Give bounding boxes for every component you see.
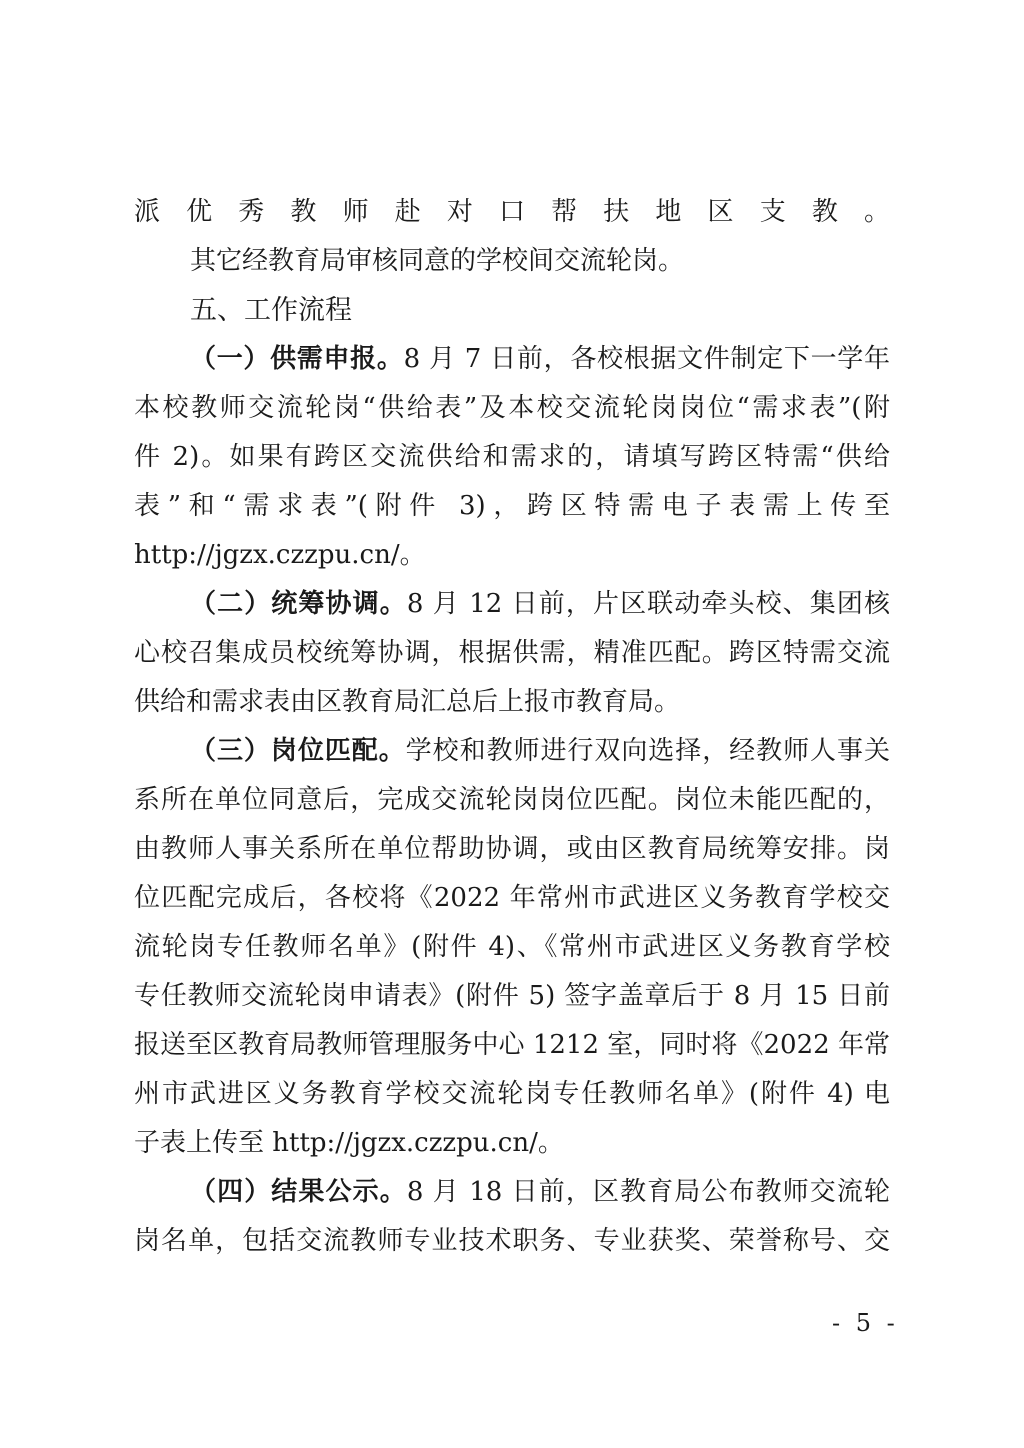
body-line-text: 岗名单，包括交流教师专业技术职务、专业获奖、荣誉称号、交 — [134, 1226, 890, 1256]
body-line-text: 表”和“需求表”(附件 3)，跨区特需电子表需上传至 — [134, 491, 890, 521]
body-line-text: 心校召集成员校统筹协调，根据供需，精准匹配。跨区特需交流 — [134, 638, 890, 668]
body-line — [134, 433, 890, 482]
paragraph-lead-line — [134, 727, 890, 776]
body-line-text: 8 月 12 日前，片区联动牵头校、集团核 — [406, 589, 890, 619]
body-line-text: 州市武进区义务教育学校交流轮岗专任教师名单》(附件 4) 电 — [134, 1079, 890, 1109]
section-heading-text: 五、工作流程 — [190, 295, 352, 326]
body-line — [134, 972, 890, 1021]
body-line-text: 8 月 7 日前，各校根据文件制定下一学年 — [403, 344, 890, 374]
body-line-text: 由教师人事关系所在单位帮助协调，或由区教育局统筹安排。岗 — [134, 834, 890, 864]
paragraph-lead: （一）供需申报。 — [190, 344, 404, 374]
document-body — [134, 188, 890, 1266]
body-line-text: 供给和需求表由区教育局汇总后上报市教育局。 — [134, 687, 681, 717]
body-line-text: 专任教师交流轮岗申请表》(附件 5) 签字盖章后于 8 月 15 日前 — [134, 981, 890, 1011]
body-line — [134, 1021, 890, 1070]
paragraph-lead-line — [134, 580, 890, 629]
paragraph-lead-line — [134, 335, 890, 384]
body-line — [134, 237, 890, 286]
body-line — [134, 825, 890, 874]
paragraph-lead: （四）结果公示。 — [190, 1177, 407, 1207]
body-line — [134, 678, 890, 727]
body-line-text: 系所在单位同意后，完成交流轮岗岗位匹配。岗位未能匹配的， — [134, 785, 890, 815]
url-text: http://jgzx.czzpu.cn/。 — [134, 540, 426, 570]
body-line — [134, 1070, 890, 1119]
body-line — [134, 874, 890, 923]
section-heading — [134, 286, 890, 335]
body-line — [134, 923, 890, 972]
paragraph-lead-line — [134, 1168, 890, 1217]
page-number: - 5 - — [832, 1309, 899, 1337]
body-line-text: 8 月 18 日前，区教育局公布教师交流轮 — [406, 1177, 890, 1207]
body-line-text: 学校和教师进行双向选择，经教师人事关 — [405, 736, 890, 766]
body-line — [134, 776, 890, 825]
paragraph-lead: （三）岗位匹配。 — [190, 736, 406, 766]
body-line-text: 本校教师交流轮岗“供给表”及本校交流轮岗岗位“需求表”(附 — [134, 393, 890, 423]
body-line — [134, 1217, 890, 1266]
url-line — [134, 531, 890, 580]
body-line — [134, 188, 890, 237]
paragraph-lead: （二）统筹协调。 — [190, 589, 407, 619]
body-line-text: 件 2)。如果有跨区交流供给和需求的，请填写跨区特需“供给 — [134, 442, 890, 472]
body-line-text: 报送至区教育局教师管理服务中心 1212 室，同时将《2022 年常 — [134, 1030, 890, 1060]
body-line — [134, 1119, 890, 1168]
body-line-text: 其它经教育局审核同意的学校间交流轮岗。 — [190, 246, 685, 276]
body-line-text: 位匹配完成后，各校将《2022 年常州市武进区义务教育学校交 — [134, 883, 890, 913]
body-line — [134, 482, 890, 531]
body-line-text: 子表上传至 http://jgzx.czzpu.cn/。 — [134, 1128, 564, 1158]
body-line — [134, 384, 890, 433]
body-line-text: 派优秀教师赴对口帮扶地区支教。 — [134, 197, 890, 227]
body-line — [134, 629, 890, 678]
body-line-text: 流轮岗专任教师名单》(附件 4)、《常州市武进区义务教育学校 — [134, 932, 890, 962]
